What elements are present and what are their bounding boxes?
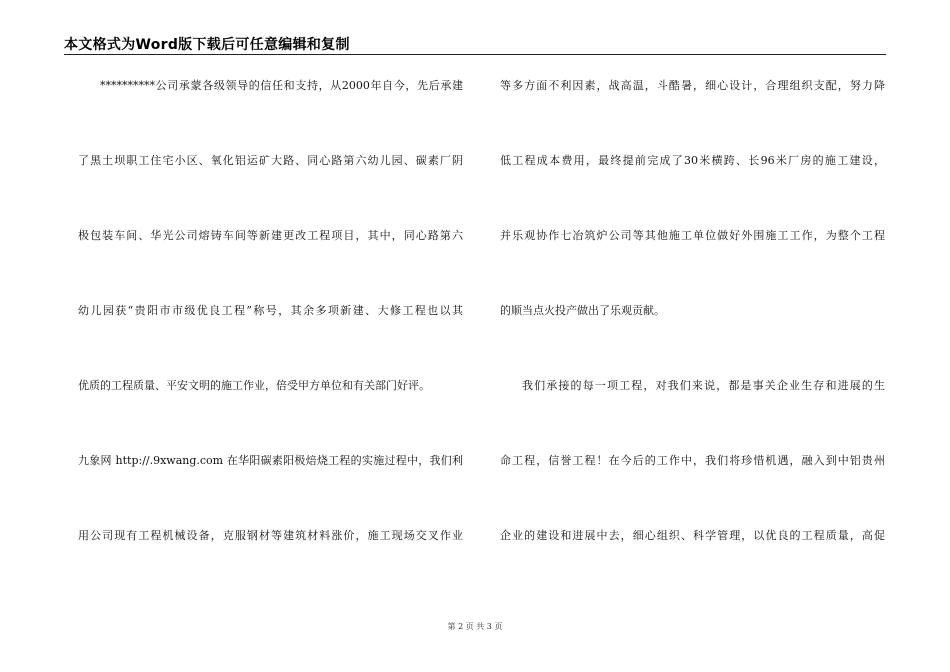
text-line: 幼儿园获“贵阳市市级优良工程”称号，其余多项新建、大修工程也以其 <box>78 304 463 317</box>
page-number-footer: 第 2 页 共 3 页 <box>447 622 503 631</box>
text-line: 的顺当点火投产做出了乐观贡献。 <box>500 304 665 317</box>
text-line: 了黑土坝职工住宅小区、氧化铝运矿大路、同心路第六幼儿园、碳素厂阴 <box>78 154 463 167</box>
text-line: **********公司承蒙各级领导的信任和支持，从2000年自今，先后承建 <box>100 79 463 92</box>
text-line: 并乐观协作七冶筑炉公司等其他施工单位做好外围施工工作，为整个工程 <box>500 229 885 242</box>
header-title: 本文格式为Word版下载后可任意编辑和复制 <box>64 37 350 53</box>
text-line: 极包装车间、华光公司熔铸车间等新建更改工程项目，其中，同心路第六 <box>78 229 463 242</box>
text-line: 等多方面不利因素，战高温，斗酷暑，细心设计，合理组织支配，努力降 <box>500 79 885 92</box>
text-line: 用公司现有工程机械设备，克服钢材等建筑材料涨价，施工现场交叉作业 <box>78 529 463 542</box>
text-line: 优质的工程质量、平安文明的施工作业，倍受甲方单位和有关部门好评。 <box>78 379 430 392</box>
right-text-column <box>500 0 885 560</box>
left-text-column <box>78 0 463 560</box>
text-line: 企业的建设和进展中去，细心组织、科学管理，以优良的工程质量，高促 <box>500 529 885 542</box>
text-line: 命工程，信誉工程！在今后的工作中，我们将珍惜机遇，融入到中铝贵州 <box>500 454 885 467</box>
text-line: 我们承接的每一项工程，对我们来说，都是事关企业生存和进展的生 <box>522 379 885 392</box>
text-line: 九象网 http://.9xwang.com 在华阳碳素阳极焙烧工程的实施过程中，我们利 <box>78 454 463 467</box>
text-line: 低工程成本费用，最终提前完成了30米横跨、长96米厂房的施工建设， <box>500 154 885 167</box>
